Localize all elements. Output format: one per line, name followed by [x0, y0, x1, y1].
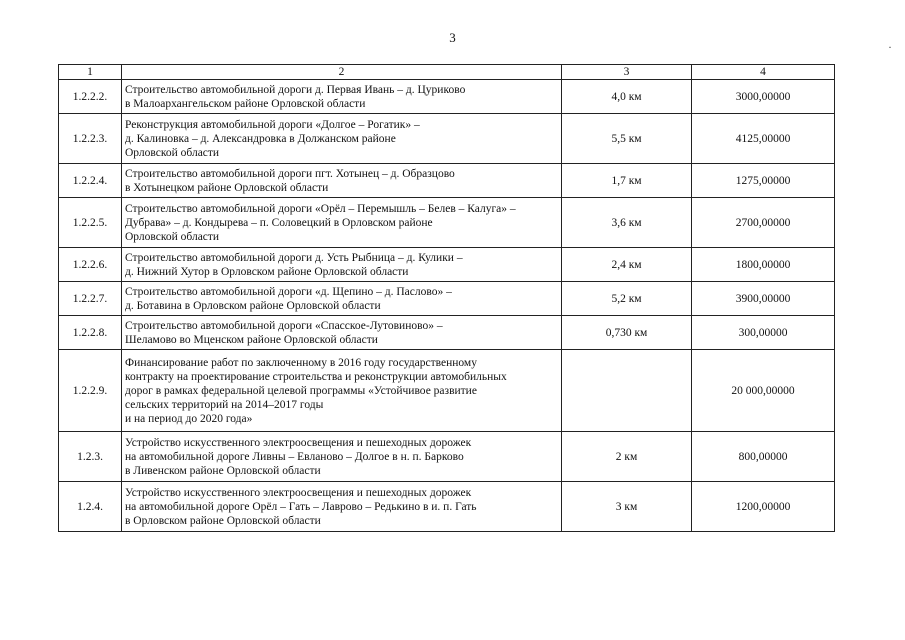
description-line: д. Калиновка – д. Александровка в Должанском районе: [125, 132, 396, 145]
table-row: [59, 350, 835, 432]
row-description: [122, 432, 562, 482]
row-description: [122, 316, 562, 350]
row-amount: 300,00000: [692, 316, 835, 350]
table-row: [59, 164, 835, 198]
description-line: Устройство искусственного электроосвещения и пешеходных дорожек: [125, 436, 472, 449]
header-col-2: 2: [122, 65, 562, 80]
description-line: д. Нижний Хутор в Орловском районе Орловской области: [125, 265, 409, 278]
description-line: в Ливенском районе Орловской области: [125, 464, 321, 477]
row-number: 1.2.2.3.: [59, 114, 122, 164]
page-number: 3: [449, 30, 456, 45]
description-line: сельских территорий на 2014–2017 годы: [125, 398, 324, 411]
row-number: 1.2.4.: [59, 482, 122, 532]
row-number: 1.2.3.: [59, 432, 122, 482]
row-description: [122, 198, 562, 248]
description-line: на автомобильной дороге Орёл – Гать – Лаврово – Редькино в и. п. Гать: [125, 500, 477, 513]
description-line: Устройство искусственного электроосвещения и пешеходных дорожек: [125, 486, 472, 499]
header-col-4: 4: [692, 65, 835, 80]
row-length: 3 км: [562, 482, 692, 532]
description-line: Реконструкция автомобильной дороги «Долгое – Рогатик» –: [125, 118, 420, 131]
row-description: [122, 80, 562, 114]
table-row: [59, 432, 835, 482]
table-row: [59, 80, 835, 114]
description-line: Строительство автомобильной дороги д. Первая Ивань – д. Цуриково: [125, 83, 466, 96]
row-length: 2 км: [562, 432, 692, 482]
description-line: и на период до 2020 года»: [125, 412, 253, 425]
row-description: [122, 164, 562, 198]
description-line: на автомобильной дороге Ливны – Евланово – Долгое в н. п. Барково: [125, 450, 464, 463]
row-number: 1.2.2.4.: [59, 164, 122, 198]
table-row: [59, 198, 835, 248]
description-line: Орловской области: [125, 230, 220, 243]
row-number: 1.2.2.7.: [59, 282, 122, 316]
row-number: 1.2.2.9.: [59, 350, 122, 432]
description-line: Шеламово во Мценском районе Орловской области: [125, 333, 378, 346]
description-line: Орловской области: [125, 146, 220, 159]
row-number: 1.2.2.5.: [59, 198, 122, 248]
description-line: в Орловском районе Орловской области: [125, 514, 321, 527]
row-amount: 3900,00000: [692, 282, 835, 316]
description-line: Строительство автомобильной дороги «д. Щепино – д. Паслово» –: [125, 285, 452, 298]
description-line: в Хотынецком районе Орловской области: [125, 181, 329, 194]
row-length: 0,730 км: [562, 316, 692, 350]
description-line: дорог в рамках федеральной целевой программы «Устойчивое развитие: [125, 384, 477, 397]
description-line: Строительство автомобильной дороги «Орёл – Перемышль – Белев – Калуга» –: [125, 202, 516, 215]
row-number: 1.2.2.8.: [59, 316, 122, 350]
description-line: Строительство автомобильной дороги пгт. Хотынец – д. Образцово: [125, 167, 455, 180]
row-amount: 1200,00000: [692, 482, 835, 532]
row-number: 1.2.2.6.: [59, 248, 122, 282]
table-row: [59, 482, 835, 532]
row-length: 5,5 км: [562, 114, 692, 164]
row-length: 2,4 км: [562, 248, 692, 282]
row-length: 5,2 км: [562, 282, 692, 316]
row-number: 1.2.2.2.: [59, 80, 122, 114]
description-line: Строительство автомобильной дороги «Спасское-Лутовиново» –: [125, 319, 443, 332]
description-line: Финансирование работ по заключенному в 2016 году государственному: [125, 356, 477, 369]
document-table: [58, 64, 835, 532]
header-col-1: 1: [59, 65, 122, 80]
description-line: д. Ботавина в Орловском районе Орловской области: [125, 299, 381, 312]
row-description: [122, 282, 562, 316]
row-length: 1,7 км: [562, 164, 692, 198]
table-row: [59, 248, 835, 282]
description-line: Дубрава» – д. Кондырева – п. Соловецкий в Орловском районе: [125, 216, 433, 229]
row-description: [122, 482, 562, 532]
row-length: [562, 350, 692, 432]
row-description: [122, 350, 562, 432]
row-description: [122, 248, 562, 282]
row-description: [122, 114, 562, 164]
scan-dot: ·: [888, 40, 892, 54]
row-length: 4,0 км: [562, 80, 692, 114]
description-line: контракту на проектирование строительства и реконструкции автомобильных: [125, 370, 507, 383]
row-amount: 1275,00000: [692, 164, 835, 198]
row-length: 3,6 км: [562, 198, 692, 248]
table-row: [59, 316, 835, 350]
header-col-3: 3: [562, 65, 692, 80]
header-row: [59, 65, 835, 80]
description-line: Строительство автомобильной дороги д. Усть Рыбница – д. Кулики –: [125, 251, 463, 264]
row-amount: 1800,00000: [692, 248, 835, 282]
row-amount: 20 000,00000: [692, 350, 835, 432]
row-amount: 2700,00000: [692, 198, 835, 248]
row-amount: 3000,00000: [692, 80, 835, 114]
table-row: [59, 114, 835, 164]
description-line: в Малоархангельском районе Орловской области: [125, 97, 366, 110]
row-amount: 800,00000: [692, 432, 835, 482]
row-amount: 4125,00000: [692, 114, 835, 164]
table-row: [59, 282, 835, 316]
